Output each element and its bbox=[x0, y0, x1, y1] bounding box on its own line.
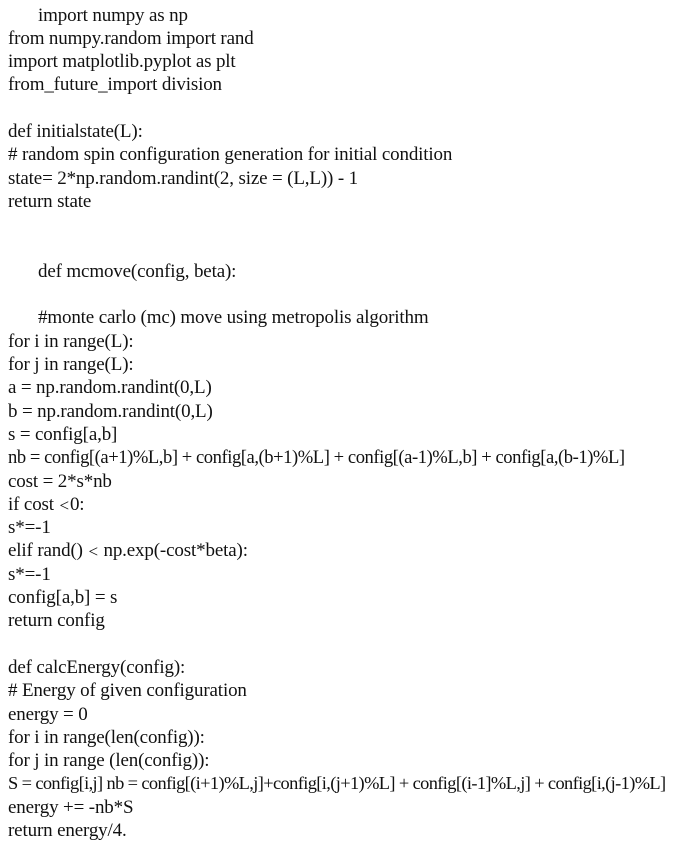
code-line: nb = config[(a+1)%L,b] + config[a,(b+1)%L] + config[(a-1)%L,b] + config[a,(b-1)%L] bbox=[8, 447, 625, 469]
code-line: # Energy of given configuration bbox=[8, 680, 247, 702]
code-line: state= 2*np.random.randint(2, size = (L,L)) - 1 bbox=[8, 167, 358, 189]
code-line: def calcEnergy(config): bbox=[8, 656, 186, 678]
code-line: for j in range (len(config)): bbox=[8, 750, 210, 772]
code-line: from numpy.random import rand bbox=[8, 27, 254, 49]
code-line: energy = 0 bbox=[8, 703, 88, 725]
code-line: import numpy as np bbox=[38, 4, 188, 26]
code-line: return state bbox=[8, 190, 92, 212]
code-line: s*=-1 bbox=[8, 563, 51, 585]
code-line: elif rand() < np.exp(-cost*beta): bbox=[8, 540, 248, 562]
code-line: # random spin configuration generation for initial condition bbox=[8, 144, 453, 166]
code-line: #monte carlo (mc) move using metropolis algorithm bbox=[38, 307, 429, 329]
code-line: return config bbox=[8, 610, 105, 632]
code-line: s = config[a,b] bbox=[8, 423, 118, 445]
code-line: for i in range(L): bbox=[8, 330, 134, 352]
code-line: for j in range(L): bbox=[8, 354, 134, 375]
code-line: s*=-1 bbox=[8, 517, 51, 539]
code-line: a = np.random.randint(0,L) bbox=[8, 377, 212, 399]
code-line: from_future_import division bbox=[8, 74, 222, 96]
code-line: def initialstate(L): bbox=[8, 121, 143, 142]
code-line: return energy/4. bbox=[8, 820, 127, 841]
code-line: b = np.random.randint(0,L) bbox=[8, 400, 213, 422]
code-line: import matplotlib.pyplot as plt bbox=[8, 51, 236, 73]
code-line: config[a,b] = s bbox=[8, 587, 118, 608]
code-line: S = config[i,j] nb = config[(i+1)%L,j]+config[i,(j+1)%L] + config[(i-1]%L,j] + config[i,(j-1)%L] bbox=[8, 773, 666, 794]
code-line: cost = 2*s*nb bbox=[8, 470, 112, 492]
less-than-glyph: < bbox=[59, 495, 69, 515]
less-than-glyph: < bbox=[88, 542, 98, 562]
code-line: for i in range(len(config)): bbox=[8, 726, 205, 748]
code-line: if cost <0: bbox=[8, 493, 85, 515]
code-line: energy += -nb*S bbox=[8, 796, 134, 818]
code-line: def mcmove(config, beta): bbox=[38, 260, 237, 282]
